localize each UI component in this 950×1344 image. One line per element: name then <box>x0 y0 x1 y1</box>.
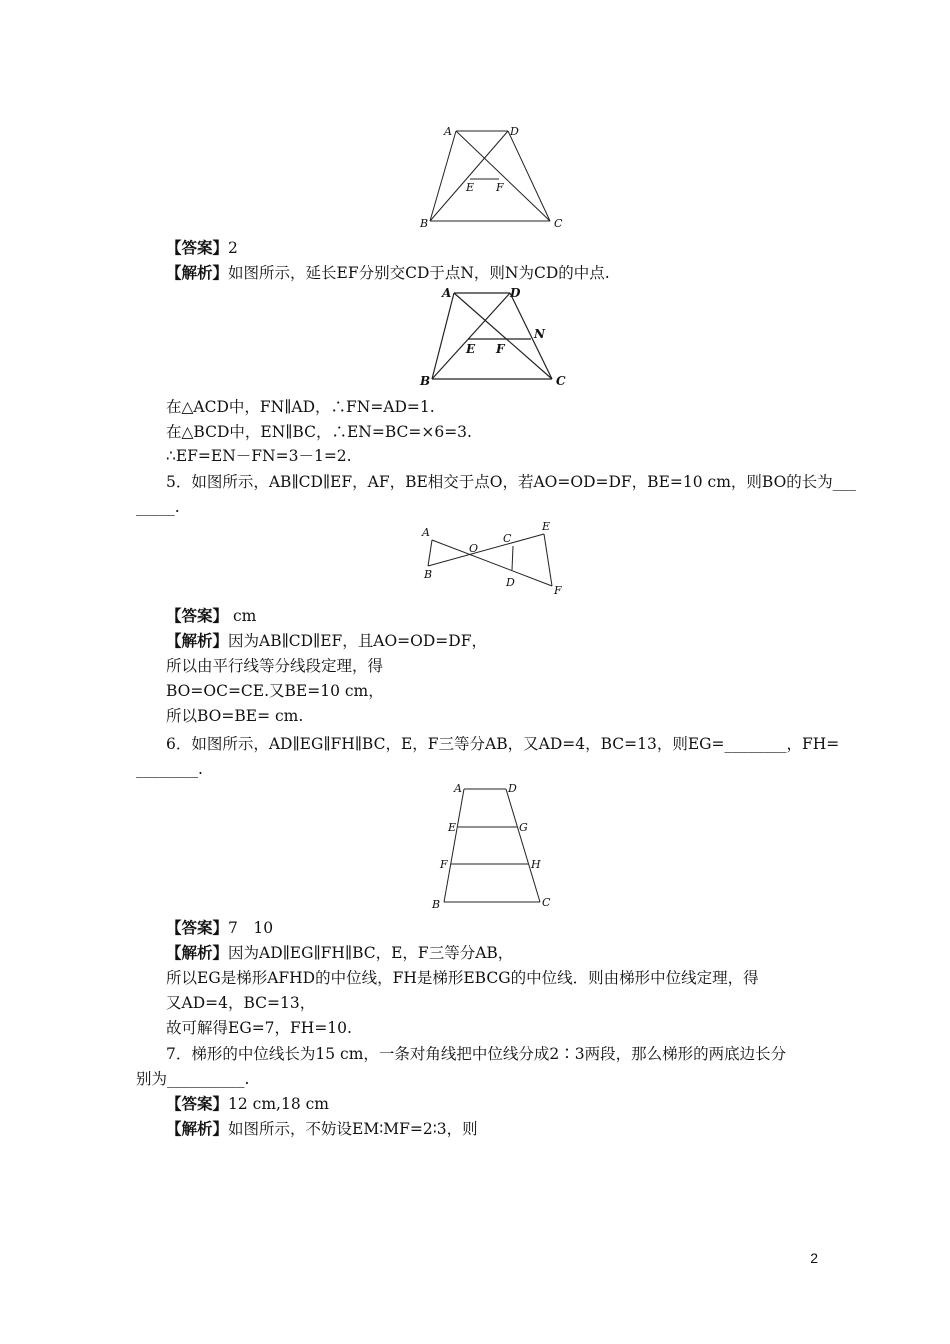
label-c: C <box>503 532 512 545</box>
explanation-tag: 【解析】 <box>166 943 229 962</box>
figure-trapezoid-n <box>418 285 578 390</box>
q4-step-3: ∴EF=EN－FN=3－1=2. <box>166 447 352 465</box>
answer-tag: 【答案】 <box>166 238 229 257</box>
label-f: F <box>554 584 562 597</box>
label-e: E <box>466 342 476 356</box>
explanation-tag: 【解析】 <box>166 631 229 650</box>
q5-explanation-4: 所以BO=BE= cm. <box>166 707 304 725</box>
q6-explanation-4: 故可解得EG=7，FH=10. <box>166 1019 352 1037</box>
label-a: A <box>444 125 452 138</box>
label-d: D <box>508 782 517 795</box>
label-f: F <box>496 181 504 194</box>
q6-question-line-2: ________. <box>136 760 203 778</box>
q5-answer-line <box>166 606 256 626</box>
q4-step-2: 在△BCD中，EN∥BC，∴EN=BC=×6=3. <box>166 423 472 441</box>
q7-question-line-2: 别为__________. <box>136 1070 250 1088</box>
figure-trapezoid-ef <box>420 125 570 230</box>
q7-answer-line <box>166 1094 329 1114</box>
label-n: N <box>534 327 545 341</box>
label-f: F <box>496 342 505 356</box>
label-e: E <box>448 821 457 834</box>
explanation-text: 因为AD∥EG∥FH∥BC，E，F三等分AB， <box>228 944 514 962</box>
label-c: C <box>542 896 551 909</box>
label-d: D <box>510 286 521 300</box>
figure-bowtie <box>418 520 568 598</box>
q6-explanation-2: 所以EG是梯形AFHD的中位线，FH是梯形EBCG的中位线．则由梯形中位线定理，得 <box>166 969 759 987</box>
label-d: D <box>510 125 519 138</box>
label-b: B <box>424 568 433 581</box>
label-b: B <box>420 374 431 388</box>
q5-question-line-2: _____. <box>136 498 180 516</box>
label-f: F <box>440 858 448 871</box>
label-h: H <box>531 858 541 871</box>
answer-tag: 【答案】 <box>166 1094 229 1113</box>
label-o: O <box>469 542 479 555</box>
q4-step-1: 在△ACD中，FN∥AD，∴FN=AD=1. <box>166 398 435 416</box>
q4-answer-line <box>166 238 238 258</box>
label-b: B <box>432 898 441 911</box>
q6-explanation-line <box>166 943 513 963</box>
q6-question-line-1: 6．如图所示，AD∥EG∥FH∥BC，E，F三等分AB，又AD=4，BC=13，则EG=________，FH= <box>166 735 840 753</box>
label-b: B <box>420 217 429 230</box>
label-a: A <box>442 286 452 300</box>
q5-explanation-3: BO=OC=CE.又BE=10 cm， <box>166 682 384 700</box>
answer-tag: 【答案】 <box>166 918 229 937</box>
q5-explanation-2: 所以由平行线等分线段定理，得 <box>166 657 384 675</box>
label-c: C <box>556 374 566 388</box>
answer-tag: 【答案】 <box>166 606 229 625</box>
label-c: C <box>554 217 563 230</box>
explanation-tag: 【解析】 <box>166 1119 229 1138</box>
q7-explanation-line <box>166 1119 478 1139</box>
answer-value: 12 cm,18 cm <box>228 1095 330 1113</box>
q7-question-line-1: 7．梯形的中位线长为15 cm，一条对角线把中位线分成2∶3两段，那么梯形的两底边长分 <box>166 1045 787 1063</box>
q6-answer-line <box>166 918 273 938</box>
answer-value: cm <box>228 607 257 625</box>
q6-explanation-3: 又AD=4，BC=13， <box>166 994 316 1012</box>
explanation-text: 因为AB∥CD∥EF，且AO=OD=DF， <box>228 632 487 650</box>
answer-value: 7 10 <box>228 919 274 937</box>
label-e: E <box>542 520 551 533</box>
explanation-tag: 【解析】 <box>166 263 229 282</box>
answer-value: 2 <box>228 239 238 257</box>
q5-question-line-1: 5．如图所示，AB∥CD∥EF，AF，BE相交于点O，若AO=OD=DF，BE=10 cm，则BO的长为___ <box>166 473 857 491</box>
page-number: 2 <box>810 1250 818 1266</box>
label-a: A <box>422 526 430 539</box>
figure-trapezoid-thirds <box>430 780 560 912</box>
explanation-text: 如图所示，不妨设EM∶MF=2∶3，则 <box>228 1120 478 1138</box>
q4-explanation-line <box>166 263 610 283</box>
explanation-text: 如图所示，延长EF分别交CD于点N，则N为CD的中点. <box>228 264 610 282</box>
label-e: E <box>466 181 475 194</box>
label-a: A <box>454 782 462 795</box>
q5-explanation-line <box>166 631 487 651</box>
label-d: D <box>506 576 515 589</box>
label-g: G <box>519 821 528 834</box>
